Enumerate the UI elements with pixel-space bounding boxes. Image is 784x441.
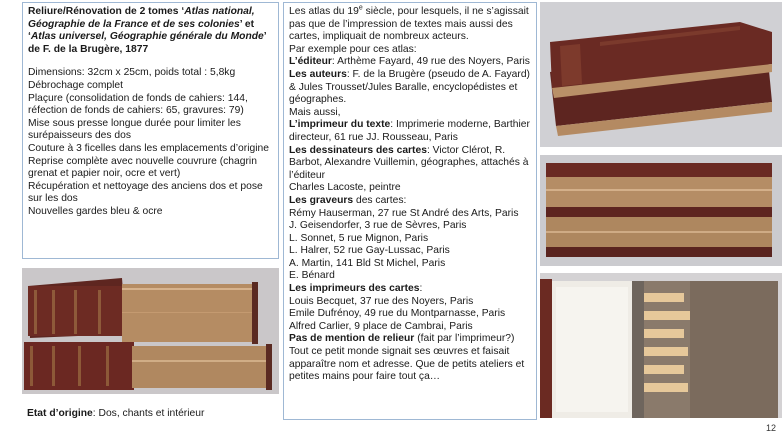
detail-line-couture: Couture à 3 ficelles dans les emplacements d’origine — [28, 142, 269, 154]
closing-paragraph: Tout ce petit monde signait ses œuvres et faisait apparaître nom et adresse. Que de petits ateliers et petites mains pour faire tout ça… — [289, 346, 525, 383]
detail-line-presse: Mise sous presse longue durée pour limiter les surépaisseurs des dos — [28, 117, 241, 142]
graveur-item: A. Martin, 141 Bld St Michel, Paris — [289, 257, 446, 269]
graveurs-text: des cartes: — [353, 194, 407, 206]
imprimeurs-cartes-text: : — [419, 283, 423, 295]
open-book-interior-photo — [540, 273, 782, 418]
graveur-item: Rémy Hauserman, 27 rue St André des Arts, Paris — [289, 207, 519, 219]
title-part: ’ de F. de la Brugère, 1877 — [28, 31, 267, 55]
intro-text: siècle, pour lesquels, il ne s’agissait pas que de l’impression de textes mais aussi des cartes, impliquait de nombreux acteurs. — [289, 6, 529, 43]
intro-text: Les atlas du 19 — [289, 6, 359, 17]
graveur-item: J. Geisendorfer, 3 rue de Sèvres, Paris — [289, 220, 467, 232]
detail-line-gardes: Nouvelles gardes bleu & ocre — [28, 205, 163, 217]
mais-line: Mais aussi, — [289, 106, 341, 118]
books-corner-photo — [540, 2, 782, 147]
graveur-item: E. Bénard — [289, 270, 335, 282]
imprimeur-carte-item: Louis Becquet, 37 rue des Noyers, Paris — [289, 295, 474, 307]
editeur-label: L’éditeur — [289, 56, 332, 68]
graveurs-label: Les graveurs — [289, 194, 354, 206]
detail-line-dimensions: Dimensions: 32cm x 25cm, poids total : 5,8kg — [28, 67, 236, 79]
graveur-item: L. Halrer, 52 rue Gay-Lussac, Paris — [289, 245, 450, 257]
editeur-text: : Arthème Fayard, 49 rue des Noyers, Paris — [331, 56, 530, 68]
lacoste-line: Charles Lacoste, peintre — [289, 182, 401, 194]
dessinateurs-label: Les dessinateurs des cartes — [289, 144, 427, 156]
imprimeur-text: : Imprimerie moderne, Barthier directeur, 61 rue JJ. Rousseau, Paris — [289, 119, 530, 143]
relieur-label: Pas de mention de relieur — [289, 333, 415, 345]
imprimeur-carte-item: Emile Dufrénoy, 49 rue du Montparnasse, Paris — [289, 308, 506, 320]
title-part: ’ et ‘ — [28, 18, 255, 43]
caption-text: : Dos, chants et intérieur — [92, 408, 205, 419]
title-atlas-universel: Atlas universel, Géographie générale du Monde — [30, 31, 264, 43]
intro-superscript: e — [358, 4, 363, 12]
photo-caption — [27, 408, 204, 420]
page-edges-photo — [540, 155, 782, 266]
example-line: Par exemple pour ces atlas: — [289, 43, 417, 55]
imprimeur-line — [289, 119, 531, 144]
caption-label: Etat d’origine — [27, 408, 93, 419]
restoration-title — [28, 6, 273, 56]
dessinateurs-text: : Victor Clérot, R. Barbot, Alexandre Vuillemin, géographes, attachés à l’éditeur — [289, 144, 529, 181]
imprimeur-carte-item: Alfred Carlier, 9 place de Cambrai, Paris — [289, 320, 473, 332]
dessinateurs-line — [289, 145, 531, 183]
auteurs-label: Les auteurs — [289, 68, 347, 80]
detail-line-couvrure: Reprise complète avec nouvelle couvrure (chagrin grenat et papier noir, ocre et vert) — [28, 155, 257, 180]
detail-line-recuperation: Récupération et nettoyage des anciens dos et pose sur les dos — [28, 180, 263, 205]
books-spines-photo — [22, 268, 279, 394]
imprimeur-label: L’imprimeur du texte — [289, 119, 391, 131]
imprimeurs-cartes-line — [289, 283, 531, 296]
title-atlas-national: Atlas national, Géographie de la France et de ses colonies — [28, 6, 255, 30]
intro-paragraph — [289, 6, 531, 44]
imprimeurs-cartes-label: Les imprimeurs des cartes — [289, 283, 420, 295]
graveur-item: L. Sonnet, 5 rue Mignon, Paris — [289, 232, 429, 244]
editeur-line — [289, 56, 531, 69]
auteurs-text: : F. de la Brugère (pseudo de A. Fayard) & Jules Trousset/Jules Baralle, encyclopédistes et géographes. — [289, 68, 530, 106]
page-number: 12 — [766, 423, 777, 433]
detail-line-debrochage: Débrochage complet — [28, 79, 124, 91]
detail-line-placure: Plaçure (consolidation de fonds de cahiers: 144, réfection de fonds de cahiers: 65, gravures: 79) — [28, 92, 248, 117]
title-part: Reliure/Rénovation de 2 tomes ‘ — [28, 6, 185, 17]
graveurs-line — [289, 195, 531, 208]
actors-description-box — [283, 2, 537, 420]
relieur-line — [289, 333, 531, 346]
restoration-details-box — [22, 2, 279, 259]
relieur-text: (fait par l’imprimeur?) — [414, 333, 515, 345]
auteurs-line — [289, 69, 531, 107]
